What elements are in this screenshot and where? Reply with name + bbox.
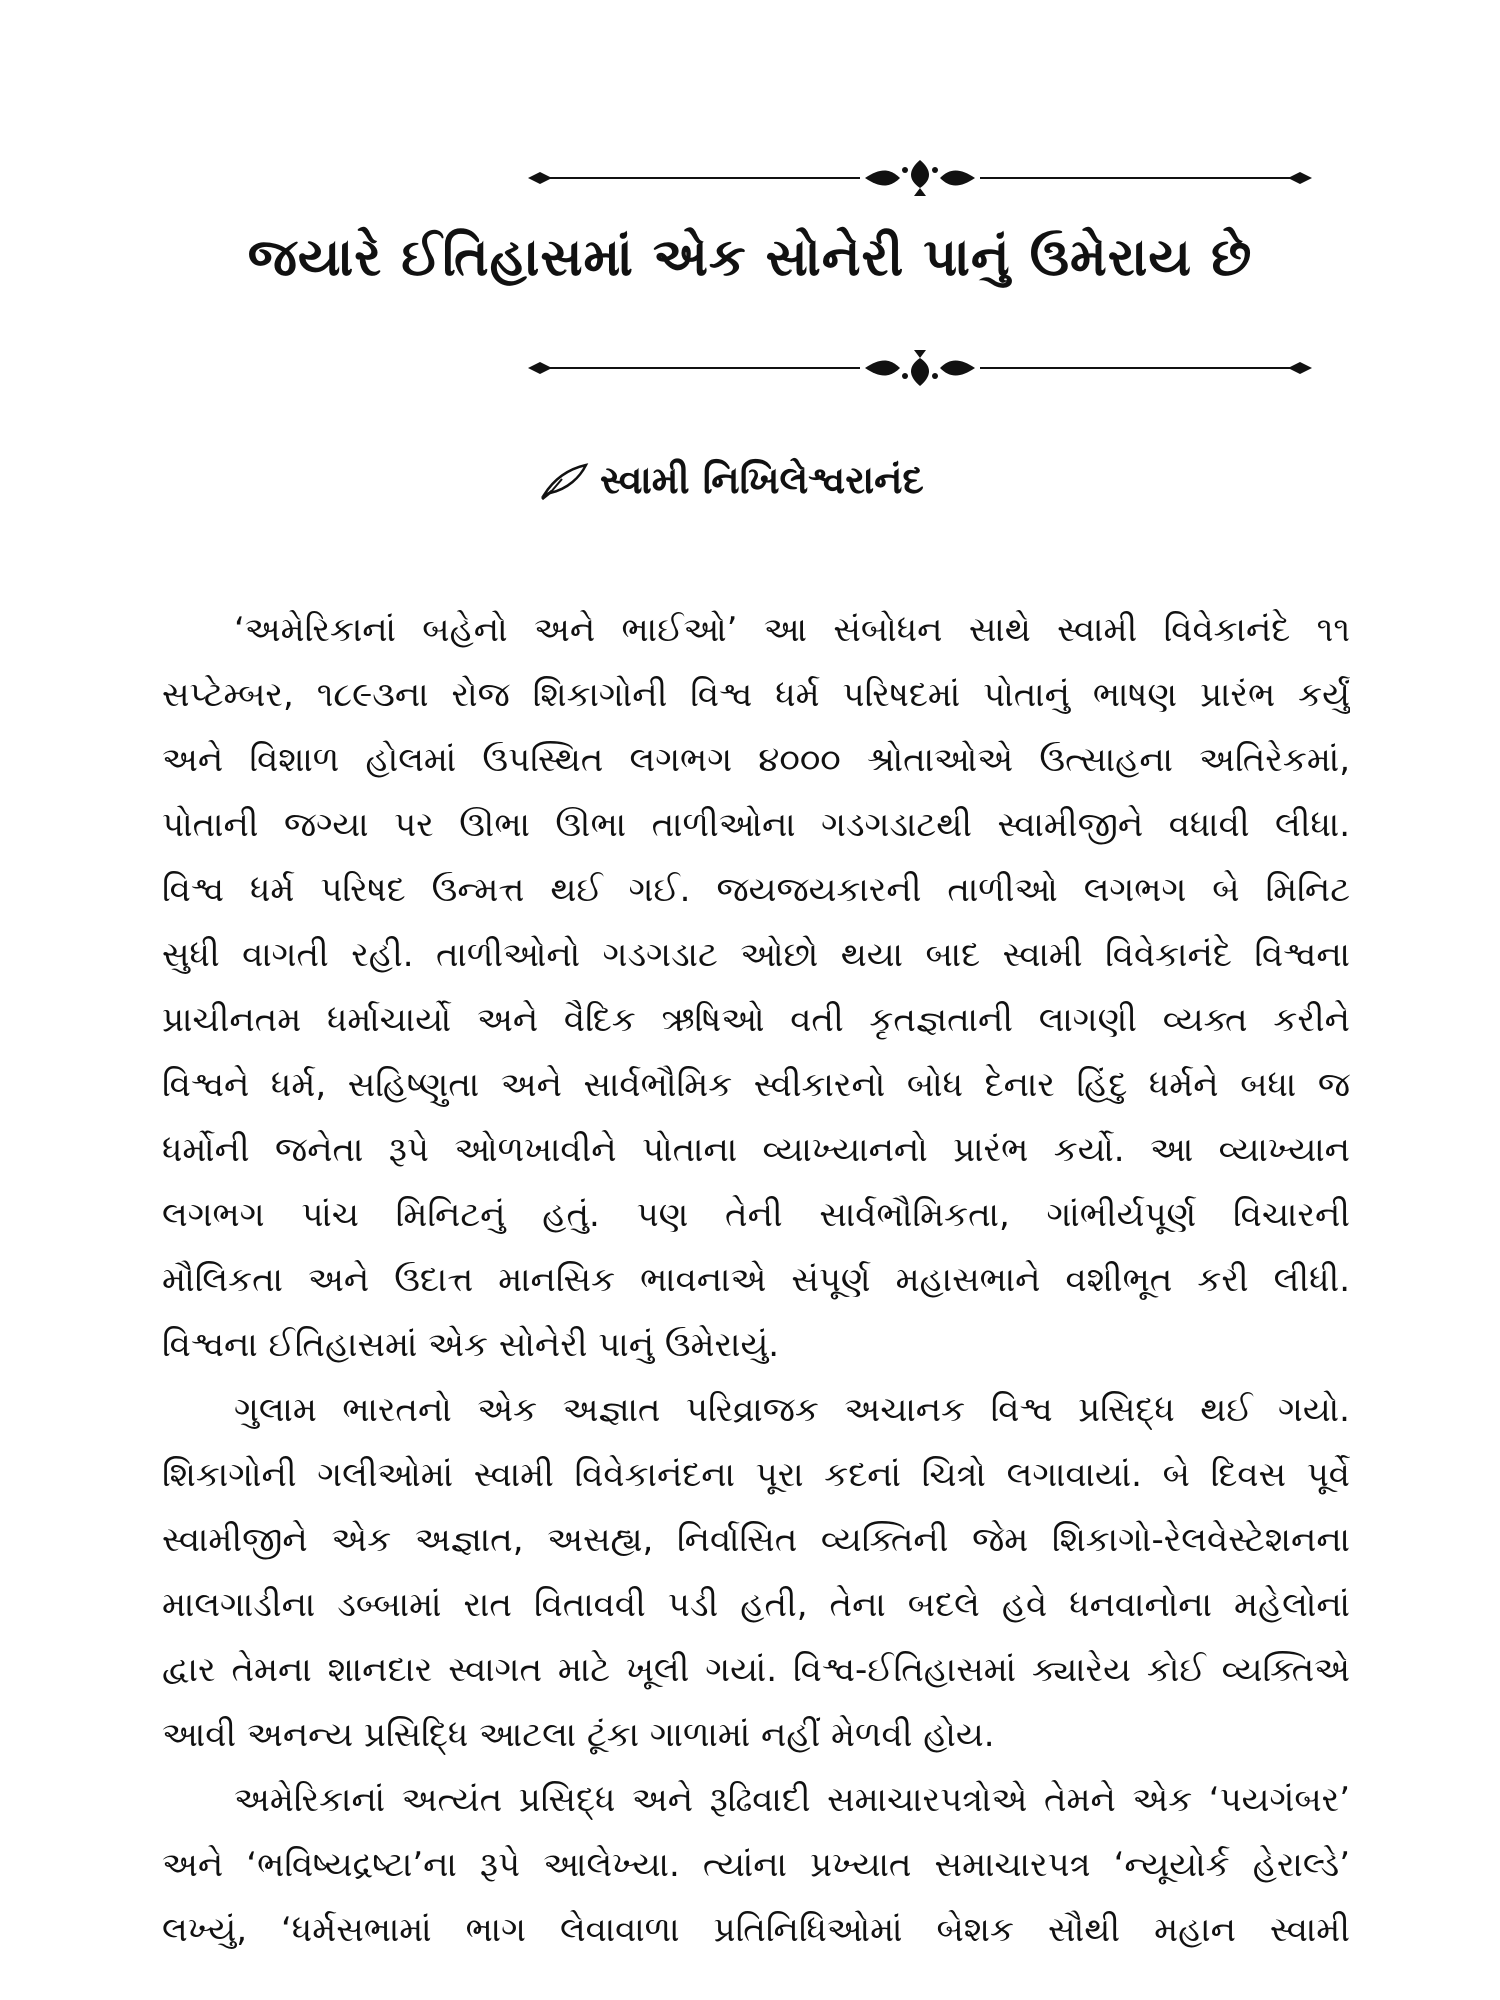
text-line: પ્રાચીનતમ ધર્માચાર્યો અને વૈદિક ઋષિઓ વતી કૃતજ્ઞતાની લાગણી વ્યક્ત કરીને (162, 1000, 1350, 1040)
text-line: અમેરિકાનાં અત્યંત પ્રસિદ્ધ અને રૂઢિવાદી સમાચારપત્રોએ તેમને એક ‘પયગંબર’ (234, 1780, 1350, 1820)
article-body (162, 598, 1350, 1963)
author-name: સ્વામી નિખિલેશ્વરાનંદ (600, 458, 924, 502)
text-line: ગુલામ ભારતનો એક અજ્ઞાત પરિવ્રાજક અચાનક વિશ્વ પ્રસિદ્ધ થઈ ગયો. (234, 1390, 1350, 1430)
text-line: દ્વાર તેમના શાનદાર સ્વાગત માટે ખૂલી ગયાં. વિશ્વ-ઈતિહાસમાં ક્યારેય કોઈ વ્યક્તિએ (162, 1650, 1350, 1690)
article-title: જયારે ઈતિહાસમાં એક સોનેરી પાનું ઉમેરાય છે (247, 228, 1253, 288)
text-line: સ્વામીજીને એક અજ્ઞાત, અસહ્ય, નિર્વાસિત વ્યક્તિની જેમ શિકાગો-રેલવેસ્ટેશનના (162, 1520, 1350, 1560)
text-line: લખ્યું, ‘ધર્મસભામાં ભાગ લેવાવાળા પ્રતિનિધિઓમાં બેશક સૌથી મહાન સ્વામી (162, 1910, 1350, 1950)
top-ornament-icon (520, 158, 1320, 198)
text-line: સુધી વાગતી રહી. તાળીઓનો ગડગડાટ ઓછો થયા બાદ સ્વામી વિવેકાનંદે વિશ્વના (162, 935, 1350, 975)
text-line: વિશ્વને ધર્મ, સહિષ્ણુતા અને સાર્વભૌમિક સ્વીકારનો બોધ દેનાર હિંદુ ધર્મને બધા જ (162, 1065, 1350, 1105)
text-line: લગભગ પાંચ મિનિટનું હતું. પણ તેની સાર્વભૌમિકતા, ગાંભીર્યપૂર્ણ વિચારની (162, 1195, 1350, 1235)
text-line: મૌલિકતા અને ઉદાત્ત માનસિક ભાવનાએ સંપૂર્ણ મહાસભાને વશીભૂત કરી લીધી. (162, 1260, 1350, 1300)
text-line: આવી અનન્ય પ્રસિદ્ધિ આટલા ટૂંકા ગાળામાં નહીં મેળવી હોય. (162, 1715, 995, 1755)
text-line: વિશ્વ ધર્મ પરિષદ ઉન્મત્ત થઈ ગઈ. જયજયકારની તાળીઓ લગભગ બે મિનિટ (162, 870, 1350, 910)
text-line: માલગાડીના ડબ્બામાં રાત વિતાવવી પડી હતી, તેના બદલે હવે ધનવાનોના મહેલોનાં (162, 1585, 1350, 1625)
text-line: ધર્મોની જનેતા રૂપે ઓળખાવીને પોતાના વ્યાખ્યાનનો પ્રારંભ કર્યો. આ વ્યાખ્યાન (162, 1130, 1350, 1170)
author-byline (540, 458, 1240, 503)
text-line: ‘અમેરિકાનાં બહેનો અને ભાઈઓ’ આ સંબોધન સાથે સ્વામી વિવેકાનંદે ૧૧ (234, 610, 1350, 650)
bottom-ornament-icon (520, 348, 1320, 388)
text-line: અને વિશાળ હોલમાં ઉપસ્થિત લગભગ ૪૦૦૦ શ્રોતાઓએ ઉત્સાહના અતિરેકમાં, (162, 740, 1350, 780)
text-line: શિકાગોની ગલીઓમાં સ્વામી વિવેકાનંદના પૂરા કદનાં ચિત્રો લગાવાયાં. બે દિવસ પૂર્વે (162, 1455, 1350, 1495)
text-line: વિશ્વના ઈતિહાસમાં એક સોનેરી પાનું ઉમેરાયું. (162, 1325, 780, 1365)
quill-pen-icon (540, 461, 590, 501)
text-line: સપ્ટેમ્બર, ૧૮૯૩ના રોજ શિકાગોની વિશ્વ ધર્મ પરિષદમાં પોતાનું ભાષણ પ્રારંભ કર્યું (162, 675, 1350, 715)
text-line: પોતાની જગ્યા પર ઊભા ઊભા તાળીઓના ગડગડાટથી સ્વામીજીને વધાવી લીધા. (162, 805, 1350, 845)
text-line: અને ‘ભવિષ્યદ્રષ્ટા’ના રૂપે આલેખ્યા. ત્યાંના પ્રખ્યાત સમાચારપત્ર ‘ન્યૂયોર્ક હેરાલ્ડે’ (162, 1845, 1350, 1885)
